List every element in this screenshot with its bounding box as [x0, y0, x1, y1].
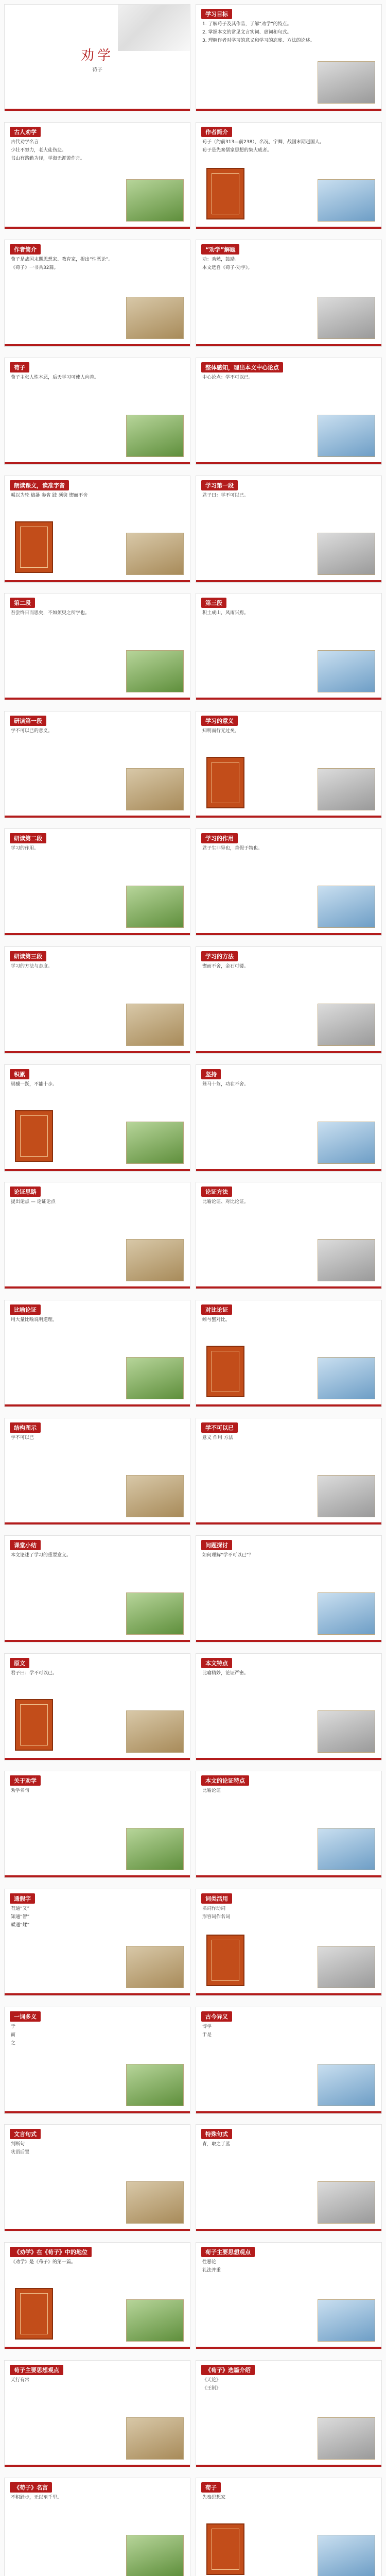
- slide-title: 《劝学》在《荀子》中的地位: [10, 2247, 92, 2257]
- illustration-image: [318, 1357, 375, 1399]
- body-line: 学不可以已的意义。: [11, 728, 53, 734]
- slide-title: 朗读课文，读准字音: [10, 480, 69, 490]
- slide-footer-bar: [5, 1758, 190, 1760]
- slide-title: 学习的作用: [201, 833, 238, 843]
- illustration-image: [318, 886, 375, 928]
- slide-footer-bar: [196, 816, 381, 818]
- illustration-image: [126, 297, 184, 339]
- body-line: 2. 掌握本文的常见文言实词、虚词和句式。: [202, 30, 292, 35]
- slide: [196, 2360, 382, 2467]
- slide-footer-bar: [196, 109, 381, 111]
- slide-title: 整体感知，理出本文中心论点: [201, 362, 283, 372]
- body-line: 积土成山，风雨兴焉。: [202, 611, 249, 616]
- illustration-image: [318, 297, 375, 339]
- subtitle-text: 荀子: [92, 67, 102, 73]
- slide-body: [11, 1199, 184, 1207]
- body-line: 比喻精妙，论证严密。: [202, 1670, 249, 1676]
- slide-title: 《荀子》选篇介绍: [201, 2365, 255, 2375]
- slide-body: [202, 1199, 375, 1207]
- slide: [4, 711, 190, 818]
- slide-title: “劝学”解题: [201, 244, 239, 255]
- illustration-image: [126, 415, 184, 457]
- slide-body: [202, 1317, 375, 1325]
- body-line: 而: [11, 2032, 16, 2038]
- slide: [4, 1300, 190, 1407]
- slide-body: [202, 139, 375, 156]
- illustration-image: [318, 1828, 375, 1870]
- slide: [196, 1182, 382, 1289]
- slide-body: [202, 2377, 375, 2394]
- slide: [196, 122, 382, 229]
- slide-title: 作者简介: [10, 244, 41, 255]
- illustration-image: [318, 2535, 375, 2576]
- body-line: 本文论述了学习的重要意义。: [11, 1553, 72, 1558]
- slide-title: 积累: [10, 1069, 29, 1079]
- body-line: 比喻论证: [202, 1788, 221, 1794]
- slide-body: [202, 1788, 375, 1796]
- slide: [196, 4, 382, 111]
- slide-footer-bar: [196, 2465, 381, 2467]
- slide-footer-bar: [196, 1640, 381, 1642]
- slide-footer-bar: [5, 933, 190, 935]
- slide-body: [202, 257, 375, 273]
- slide: [4, 946, 190, 1054]
- illustration-image: [318, 179, 375, 222]
- body-line: 不积跬步，无以至千里。: [11, 2495, 62, 2501]
- body-line: 骐骥一跃，不能十步。: [11, 1081, 58, 1087]
- illustration-image: [318, 1946, 375, 1988]
- book-cover-image: [15, 521, 53, 573]
- illustration-image: [318, 415, 375, 457]
- body-line: 古代劝学名言: [11, 139, 39, 145]
- slide-footer-bar: [5, 2111, 190, 2113]
- illustration-image: [318, 2417, 375, 2460]
- slide-footer-bar: [196, 2111, 381, 2113]
- illustration-image: [318, 1710, 375, 1753]
- slide-body: [202, 493, 375, 501]
- illustration-image: [126, 2535, 184, 2576]
- body-line: 1. 了解荀子及其作品，了解“劝学”的特点。: [202, 22, 292, 27]
- slide: [4, 1418, 190, 1525]
- body-line: 《王制》: [202, 2385, 221, 2391]
- body-line: 中心论点：学不可以已。: [202, 375, 254, 380]
- slide-title: 文言句式: [10, 2129, 41, 2139]
- slide-title: 第三段: [201, 598, 226, 608]
- slide-footer-bar: [5, 462, 190, 464]
- slide-body: [11, 139, 184, 164]
- body-line: 于是: [202, 2032, 212, 2038]
- body-line: 之: [11, 2040, 16, 2046]
- slide: [4, 1653, 190, 1760]
- slide: [196, 1771, 382, 1878]
- body-line: 《天论》: [202, 2377, 221, 2383]
- body-line: 荀子是先秦儒家思想的集大成者。: [202, 147, 272, 153]
- slide-title: 问题探讨: [201, 1540, 232, 1550]
- slide: [4, 2124, 190, 2231]
- slide: [4, 593, 190, 700]
- book-cover-image: [206, 1346, 244, 1397]
- slide-footer-bar: [196, 1286, 381, 1289]
- slide: [196, 1418, 382, 1525]
- slide: [4, 2242, 190, 2349]
- slide-footer-bar: [196, 1993, 381, 1995]
- body-line: 蚓与蟹对比。: [202, 1317, 231, 1323]
- slide-body: [202, 21, 375, 46]
- illustration-image: [126, 1946, 184, 1988]
- slide: [4, 2360, 190, 2467]
- slide-footer-bar: [5, 109, 190, 111]
- slide-body: [11, 1788, 184, 1796]
- slide-title: 本文的论证特点: [201, 1775, 249, 1786]
- slide: [196, 593, 382, 700]
- book-cover-image: [206, 168, 244, 219]
- body-line: 君子曰：学不可以已。: [11, 1670, 58, 1676]
- slide: [4, 4, 190, 111]
- body-line: 天行有常: [11, 2377, 30, 2383]
- illustration-image: [318, 1122, 375, 1164]
- slide-body: [202, 2024, 375, 2040]
- slide: [196, 1653, 382, 1760]
- body-line: 輮通“煣”: [11, 1923, 30, 1928]
- slide-body: [11, 728, 184, 736]
- illustration-image: [126, 1475, 184, 1517]
- slide-body: [202, 1670, 375, 1679]
- slide-grid: [4, 4, 382, 2576]
- illustration-image: [318, 1239, 375, 1281]
- slide-footer-bar: [196, 933, 381, 935]
- slide-footer-bar: [5, 1169, 190, 1171]
- body-line: 学不可以已: [11, 1435, 34, 1440]
- illustration-image: [126, 2417, 184, 2460]
- slide-body: [11, 1906, 184, 1930]
- slide-body: [11, 963, 184, 972]
- slide: [196, 946, 382, 1054]
- slide-body: [11, 1317, 184, 1325]
- book-cover-image: [15, 1699, 53, 1751]
- slide: [196, 1064, 382, 1172]
- slide-body: [11, 1081, 184, 1090]
- slide-title: 荀子主要思想观点: [10, 2365, 63, 2375]
- body-line: 用大量比喻说明道理。: [11, 1317, 58, 1323]
- illustration-image: [126, 533, 184, 575]
- slide-body: [202, 2141, 375, 2149]
- body-line: 少壮不努力，老大徒伤悲。: [11, 147, 67, 153]
- body-line: 青，取之于蓝: [202, 2142, 231, 2147]
- illustration-image: [318, 768, 375, 810]
- body-line: 礼法并重: [202, 2267, 221, 2273]
- slide-title: 课堂小结: [10, 1540, 41, 1550]
- body-line: 名词作动词: [202, 1906, 226, 1911]
- slide-body: [202, 845, 375, 854]
- slide: [196, 2007, 382, 2114]
- slide: [196, 2124, 382, 2231]
- illustration-image: [318, 61, 375, 104]
- body-line: 荀子主张人性本恶，后天学习可使人向善。: [11, 375, 99, 380]
- slide-title: 古人劝学: [10, 127, 41, 137]
- slide: [196, 711, 382, 818]
- body-line: 吾尝终日而思矣，不如须臾之所学也。: [11, 611, 90, 616]
- slide: [4, 240, 190, 347]
- slide-body: [11, 1552, 184, 1561]
- body-line: 锲而不舍，金石可镂。: [202, 964, 249, 969]
- body-line: 先秦思想家: [202, 2495, 226, 2501]
- slide-footer-bar: [196, 1522, 381, 1524]
- slide-title: 古今异义: [201, 2011, 232, 2022]
- illustration-image: [318, 2299, 375, 2342]
- slide: [4, 476, 190, 583]
- slide-footer-bar: [5, 1640, 190, 1642]
- slide-footer-bar: [5, 1522, 190, 1524]
- slide-body: [202, 728, 375, 736]
- illustration-image: [126, 1239, 184, 1281]
- illustration-image: [126, 2064, 184, 2106]
- slide-body: [11, 375, 184, 383]
- slide-title: 本文特点: [201, 1658, 232, 1668]
- slide-footer-bar: [196, 1169, 381, 1171]
- slide-title: 研读第一段: [10, 716, 46, 726]
- body-line: 学习的方法与态度。: [11, 964, 53, 969]
- slide-body: [202, 1435, 375, 1443]
- slide-footer-bar: [5, 2229, 190, 2231]
- slide-body: [202, 2495, 375, 2503]
- slide-body: [202, 1906, 375, 1922]
- slide: [4, 2478, 190, 2576]
- slide-footer-bar: [196, 2347, 381, 2349]
- illustration-image: [126, 1592, 184, 1635]
- body-line: 劝学名句: [11, 1788, 30, 1794]
- illustration-image: [126, 1004, 184, 1046]
- body-line: 君子生非异也，善假于物也。: [202, 846, 263, 852]
- slide: [4, 1182, 190, 1289]
- book-cover-image: [15, 1110, 53, 1162]
- slide-title: 对比论证: [201, 1304, 232, 1315]
- slide-title: 一词多义: [10, 2011, 41, 2022]
- slide-title: 研读第三段: [10, 951, 46, 961]
- slide-title: 论证思路: [10, 1187, 41, 1197]
- body-line: 状语后置: [11, 2150, 30, 2156]
- illustration-image: [126, 179, 184, 222]
- slide: [196, 1535, 382, 1642]
- slide-body: [202, 2259, 375, 2276]
- slide-title: 通假字: [10, 1893, 35, 1904]
- slide: [196, 358, 382, 465]
- body-line: 《荀子》一书共32篇。: [11, 265, 59, 271]
- slide-body: [11, 493, 184, 501]
- slide-title: 结构图示: [10, 1422, 41, 1433]
- slide-footer-bar: [196, 344, 381, 346]
- illustration-image: [126, 2181, 184, 2224]
- slide-body: [202, 375, 375, 383]
- body-line: 3. 理解作者对学习的意义和学习的态度、方法的论述。: [202, 38, 315, 43]
- slide: [196, 240, 382, 347]
- illustration-image: [126, 650, 184, 692]
- slide: [4, 358, 190, 465]
- slide: [196, 476, 382, 583]
- slide-footer-bar: [196, 227, 381, 229]
- illustration-image: [126, 1710, 184, 1753]
- body-line: 荀子（约前313—前238），名况，字卿，战国末期赵国人。: [202, 139, 324, 145]
- body-line: 輮以为轮 槁暴 参省 跂 须臾 锲而不舍: [11, 493, 88, 498]
- slide: [196, 1300, 382, 1407]
- body-line: 有通“又”: [11, 1906, 30, 1911]
- slide-title: 原文: [10, 1658, 29, 1668]
- slide-title: 关于劝学: [10, 1775, 41, 1786]
- slide-body: [11, 2377, 184, 2385]
- body-line: 提出论点 — 论证论点: [11, 1199, 56, 1205]
- illustration-image: [126, 1357, 184, 1399]
- slide-footer-bar: [5, 698, 190, 700]
- illustration-image: [126, 2299, 184, 2342]
- title-text: 劝学: [80, 48, 114, 63]
- body-line: 知明而行无过矣。: [202, 728, 240, 734]
- illustration-image: [318, 2064, 375, 2106]
- slide-title: 《荀子》名言: [10, 2482, 52, 2493]
- slide-footer-bar: [196, 1758, 381, 1760]
- illustration-image: [126, 886, 184, 928]
- slide-footer-bar: [196, 462, 381, 464]
- body-line: 意义 作用 方法: [202, 1435, 233, 1440]
- slide-body: [202, 610, 375, 618]
- slide: [196, 2242, 382, 2349]
- illustration-image: [318, 533, 375, 575]
- slide-footer-bar: [5, 1051, 190, 1053]
- slide-body: [202, 1081, 375, 1090]
- slide: [196, 828, 382, 936]
- slide-footer-bar: [5, 1993, 190, 1995]
- illustration-image: [318, 650, 375, 692]
- illustration-image: [126, 1828, 184, 1870]
- slide-body: [11, 2259, 184, 2267]
- book-cover-image: [206, 757, 244, 808]
- slide-title: 比喻论证: [10, 1304, 41, 1315]
- slide-title: 学习的意义: [201, 716, 238, 726]
- body-line: 于: [11, 2024, 16, 2029]
- slide-title: 特殊句式: [201, 2129, 232, 2139]
- illustration-image: [318, 1475, 375, 1517]
- body-line: 形容词作名词: [202, 1914, 231, 1920]
- body-line: 本文选自《荀子·劝学》。: [202, 265, 253, 271]
- body-line: 判断句: [11, 2142, 25, 2147]
- slide-title: 荀子: [201, 2482, 221, 2493]
- slide: [4, 828, 190, 936]
- slide-footer-bar: [5, 2465, 190, 2467]
- slide-title: 学习第一段: [201, 480, 238, 490]
- illustration-image: [318, 1004, 375, 1046]
- body-line: 博学: [202, 2024, 212, 2029]
- body-line: 学习的作用。: [11, 846, 39, 852]
- slide-footer-bar: [196, 1875, 381, 1877]
- body-line: 荀子是战国末期思想家、教育家，提出“性恶论”。: [11, 257, 113, 263]
- illustration-image: [318, 1592, 375, 1635]
- slide: [4, 122, 190, 229]
- slide-title: 研读第二段: [10, 833, 46, 843]
- slide-footer-bar: [196, 698, 381, 700]
- slide-footer-bar: [5, 1875, 190, 1877]
- slide-title: 坚持: [201, 1069, 221, 1079]
- ink-landscape-decoration: [118, 5, 190, 51]
- illustration-image: [126, 768, 184, 810]
- slide: [4, 1889, 190, 1996]
- body-line: 如何理解“学不可以已”？: [202, 1553, 254, 1558]
- slide-title: 论证方法: [201, 1187, 232, 1197]
- slide-body: [11, 2024, 184, 2048]
- body-line: 劝：劝勉，鼓励。: [202, 257, 240, 263]
- slide-title: 荀子主要思想观点: [201, 2247, 255, 2257]
- slide: [196, 2478, 382, 2576]
- body-line: 《劝学》是《荀子》的第一篇。: [11, 2259, 76, 2265]
- slide-body: [11, 1670, 184, 1679]
- slide-body: [11, 610, 184, 618]
- slide: [4, 1535, 190, 1642]
- body-line: 驽马十驾，功在不舍。: [202, 1081, 249, 1087]
- slide-footer-bar: [196, 1051, 381, 1053]
- slide-title: 荀子: [10, 362, 29, 372]
- slide-footer-bar: [196, 580, 381, 582]
- slide-title: 学习的方法: [201, 951, 238, 961]
- slide-footer-bar: [5, 1404, 190, 1406]
- body-line: 书山有路勤为径，学海无涯苦作舟。: [11, 156, 85, 161]
- illustration-image: [126, 1122, 184, 1164]
- body-line: 性恶论: [202, 2259, 217, 2265]
- slide-footer-bar: [5, 227, 190, 229]
- slide: [4, 2007, 190, 2114]
- slide: [196, 1889, 382, 1996]
- slide-body: [202, 1552, 375, 1561]
- slide-body: [11, 2495, 184, 2503]
- book-cover-image: [206, 1935, 244, 1986]
- body-line: 君子曰：学不可以已。: [202, 493, 249, 498]
- slide: [4, 1771, 190, 1878]
- slide-body: [202, 963, 375, 972]
- slide-footer-bar: [5, 816, 190, 818]
- slide-footer-bar: [5, 2347, 190, 2349]
- slide-footer-bar: [196, 1404, 381, 1406]
- slide-footer-bar: [5, 344, 190, 346]
- illustration-image: [318, 2181, 375, 2224]
- slide-body: [11, 2141, 184, 2158]
- body-line: 知通“智”: [11, 1914, 30, 1920]
- book-cover-image: [206, 2523, 244, 2575]
- body-line: 比喻论证、对比论证。: [202, 1199, 249, 1205]
- slide-body: [11, 845, 184, 854]
- slide-title: 第二段: [10, 598, 35, 608]
- slide-title: 作者简介: [201, 127, 232, 137]
- book-cover-image: [15, 2288, 53, 2340]
- slide-body: [11, 1435, 184, 1443]
- slide-footer-bar: [5, 1286, 190, 1289]
- slide-title: 学不可以已: [201, 1422, 238, 1433]
- slide-footer-bar: [196, 2229, 381, 2231]
- slide-title: 词类活用: [201, 1893, 232, 1904]
- slide-body: [11, 257, 184, 273]
- slide-title: 学习目标: [201, 9, 232, 19]
- slide: [4, 1064, 190, 1172]
- slide-footer-bar: [5, 580, 190, 582]
